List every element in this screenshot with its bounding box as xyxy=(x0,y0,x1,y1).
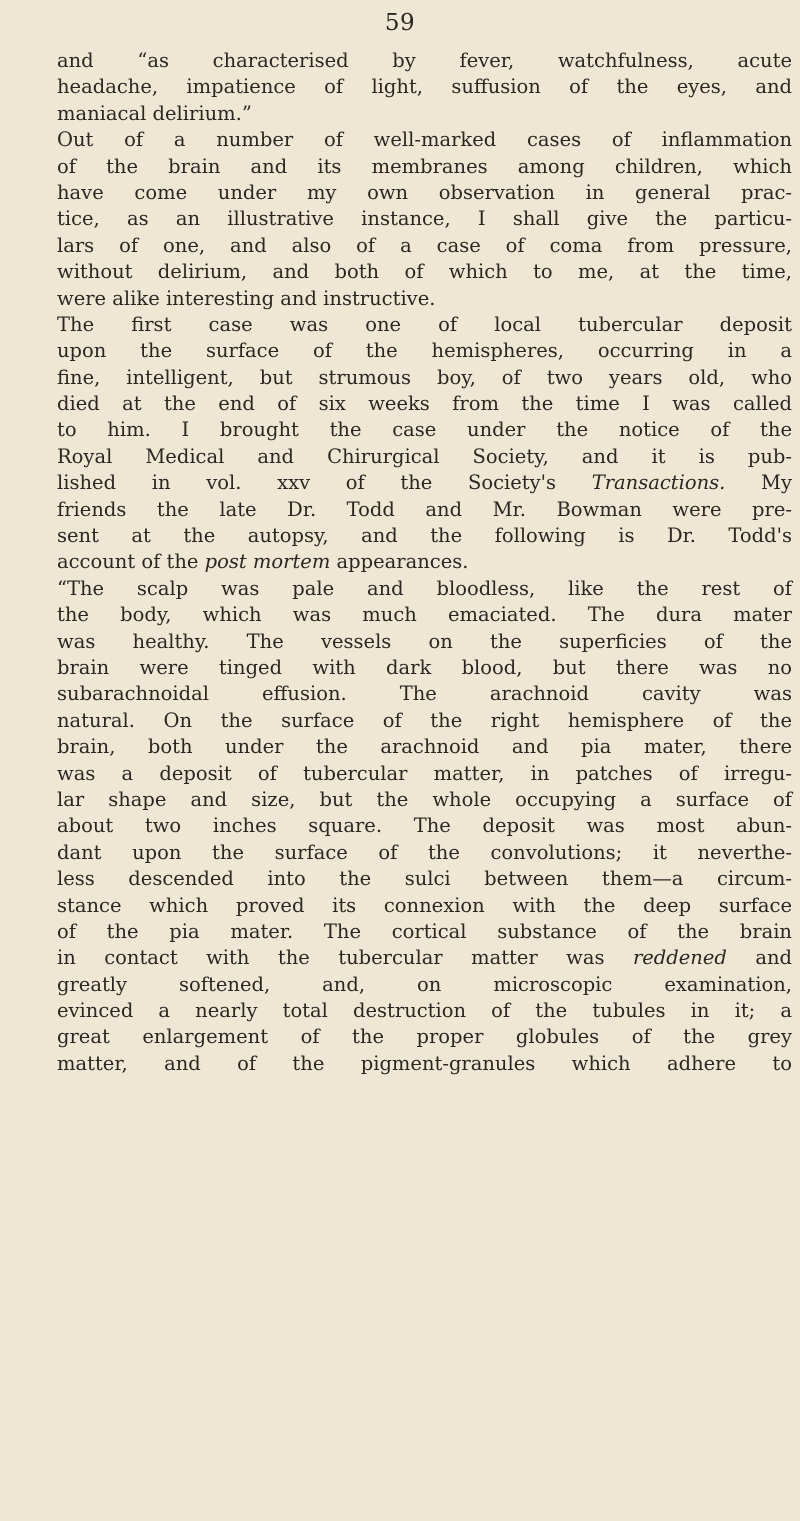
text-line xyxy=(57,549,792,575)
text-span: friends the late Dr. Todd and Mr. Bowman were pre- xyxy=(57,497,792,521)
text-line xyxy=(57,945,792,971)
text-span: brain were tinged with dark blood, but there was no xyxy=(57,655,792,679)
italic-text: post mortem xyxy=(204,550,331,574)
text-span: in contact with the tubercular matter was xyxy=(57,946,633,970)
text-line xyxy=(57,523,792,549)
text-line xyxy=(57,154,792,180)
text-span: subarachnoidal effusion. The arachnoid cavity was xyxy=(57,682,792,706)
text-line xyxy=(57,998,792,1024)
text-line xyxy=(57,708,792,734)
text-span: great enlargement of the proper globules of the grey xyxy=(57,1025,792,1049)
text-line xyxy=(57,417,792,443)
text-line xyxy=(57,286,792,312)
text-line xyxy=(57,787,792,813)
text-span: and xyxy=(726,946,792,970)
text-span: lar shape and size, but the whole occupying a surface of xyxy=(57,787,792,811)
text-line xyxy=(57,338,792,364)
text-line xyxy=(57,602,792,628)
text-span: appearances. xyxy=(330,550,469,574)
text-span: tice, as an illustrative instance, I shall give the particu- xyxy=(57,207,792,231)
text-span: the body, which was much emaciated. The dura mater xyxy=(57,603,792,627)
text-span: Out of a number of well-marked cases of inflammation xyxy=(57,128,792,152)
text-span: natural. On the surface of the right hemisphere of the xyxy=(57,708,792,732)
text-span: “The scalp was pale and bloodless, like the rest of xyxy=(57,576,792,600)
text-line xyxy=(57,1024,792,1050)
text-span: account of the xyxy=(57,550,205,574)
text-span: evinced a nearly total destruction of the tubules in it; a xyxy=(57,999,792,1023)
text-line xyxy=(57,101,792,127)
text-line xyxy=(57,734,792,760)
text-line xyxy=(57,629,792,655)
body-text xyxy=(57,48,792,1077)
italic-text: Transactions. xyxy=(591,471,726,495)
text-span: less descended into the sulci between them—a circum- xyxy=(57,867,792,891)
text-line xyxy=(57,761,792,787)
text-span: fine, intelligent, but strumous boy, of two years old, who xyxy=(57,365,792,389)
text-span: Royal Medical and Chirurgical Society, and it is pub- xyxy=(57,444,792,468)
text-line xyxy=(57,444,792,470)
text-span: upon the surface of the hemispheres, occurring in a xyxy=(57,339,792,363)
text-span: to him. I brought the case under the notice of the xyxy=(57,418,792,442)
text-span: lished in vol. xxv of the Society's xyxy=(57,471,592,495)
text-line xyxy=(57,840,792,866)
text-span: died at the end of six weeks from the time I was called xyxy=(57,392,792,416)
text-line xyxy=(57,1051,792,1077)
text-line xyxy=(57,866,792,892)
text-line xyxy=(57,365,792,391)
text-line xyxy=(57,972,792,998)
text-line xyxy=(57,206,792,232)
text-span: My xyxy=(725,471,792,495)
text-line xyxy=(57,312,792,338)
text-line xyxy=(57,919,792,945)
text-line xyxy=(57,470,792,496)
text-span: brain, both under the arachnoid and pia mater, there xyxy=(57,735,792,759)
text-span: lars of one, and also of a case of coma from pressure, xyxy=(57,233,792,257)
text-span: dant upon the surface of the convolutions; it neverthe- xyxy=(57,840,792,864)
italic-text: reddened xyxy=(632,946,727,970)
text-line xyxy=(57,259,792,285)
text-line xyxy=(57,74,792,100)
text-line xyxy=(57,576,792,602)
text-span: and “as characterised by fever, watchfulness, acute xyxy=(57,49,792,72)
text-line xyxy=(57,391,792,417)
text-span: matter, and of the pigment-granules which adhere to xyxy=(57,1051,792,1075)
text-span: were alike interesting and instructive. xyxy=(57,286,436,310)
text-span: of the pia mater. The cortical substance of the brain xyxy=(57,919,792,943)
text-line xyxy=(57,180,792,206)
text-line xyxy=(57,681,792,707)
text-span: was healthy. The vessels on the superficies of the xyxy=(57,629,792,653)
text-line xyxy=(57,48,792,74)
text-line xyxy=(57,233,792,259)
text-line xyxy=(57,497,792,523)
text-line xyxy=(57,655,792,681)
text-span: have come under my own observation in general prac- xyxy=(57,180,792,204)
text-span: headache, impatience of light, suffusion of the eyes, and xyxy=(57,75,792,99)
text-span: of the brain and its membranes among children, which xyxy=(57,154,792,178)
text-span: without delirium, and both of which to me, at the time, xyxy=(57,260,792,284)
text-span: greatly softened, and, on microscopic examination, xyxy=(57,972,792,996)
text-line xyxy=(57,813,792,839)
text-span: was a deposit of tubercular matter, in patches of irregu- xyxy=(57,761,792,785)
text-span: maniacal delirium.” xyxy=(57,101,252,125)
text-span: about two inches square. The deposit was most abun- xyxy=(57,814,792,838)
text-span: sent at the autopsy, and the following is Dr. Todd's xyxy=(57,524,792,548)
text-line xyxy=(57,893,792,919)
text-span: stance which proved its connexion with the deep surface xyxy=(57,893,792,917)
page-number: 59 xyxy=(384,10,416,36)
text-line xyxy=(57,127,792,153)
text-span: The first case was one of local tubercular deposit xyxy=(57,312,792,336)
